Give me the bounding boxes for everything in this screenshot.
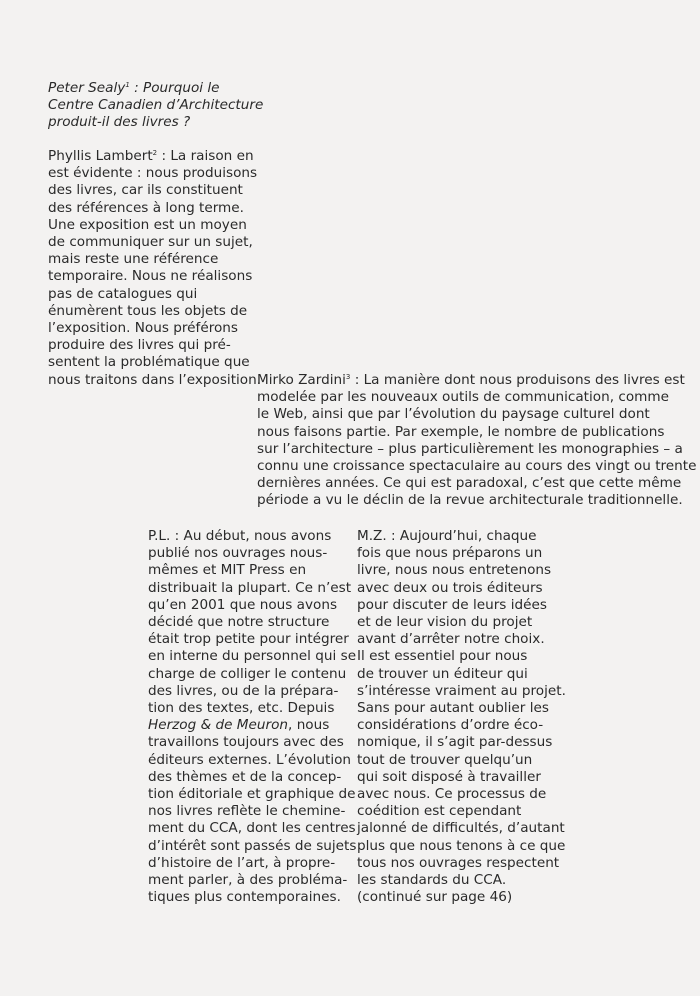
column-line: Herzog & de Meuron, nous <box>148 717 330 734</box>
column-line: jalonné de difficultés, d’autant <box>357 820 565 837</box>
column-line: ment parler, à des probléma- <box>148 872 348 889</box>
column-line: nos livres reflète le chemine- <box>148 803 346 820</box>
column-mz <box>357 528 566 906</box>
column-line: pour discuter de leurs idées <box>357 596 547 613</box>
column-line: mêmes et MIT Press en <box>148 562 307 579</box>
column-line: tion des textes, etc. Depuis <box>148 700 335 717</box>
question-line: Centre Canadien d’Architecture <box>48 97 264 114</box>
question-line: Peter Sealy$^1$ : Pourquoi le <box>48 80 220 96</box>
answer-line: sentent la problématique que <box>48 354 250 371</box>
interview-question <box>48 80 263 132</box>
column-line: P.L. : Au début, nous avons <box>148 528 332 544</box>
book-title: Herzog & de Meuron <box>148 717 289 734</box>
answer-line: des références à long terme. <box>48 199 244 216</box>
answer-line: pas de catalogues qui <box>48 285 198 302</box>
footnote-marker: 2 <box>152 149 158 157</box>
answer-line: l’exposition. Nous préférons <box>48 320 238 337</box>
column-line: Il est essentiel pour nous <box>357 648 528 665</box>
column-line: tion éditoriale et graphique de <box>148 786 356 803</box>
speaker-name: Mirko Zardini <box>257 372 346 388</box>
speaker-name: Peter Sealy <box>48 80 126 96</box>
answer-line: mais reste une référence <box>48 251 219 268</box>
answer-line: de communiquer sur un sujet, <box>48 234 253 251</box>
column-line: qu’en 2001 que nous avons <box>148 596 338 613</box>
column-line: plus que nous tenons à ce que <box>357 837 566 854</box>
column-line: considérations d’ordre éco- <box>357 717 544 734</box>
column-line: des livres, ou de la prépara- <box>148 682 339 699</box>
answer-line: dernières années. Ce qui est paradoxal, c’est que cette même <box>257 475 682 492</box>
column-line: charge de colliger le contenu <box>148 665 347 682</box>
column-line: éditeurs externes. L’évolution <box>148 751 352 768</box>
column-line: tous nos ouvrages respectent <box>357 854 560 871</box>
answer-line: connu une croissance spectaculaire au cours des vingt ou trente <box>257 458 697 475</box>
column-line: décidé que notre structure <box>148 614 330 631</box>
column-line: tout de trouver quelqu’un <box>357 751 533 768</box>
column-line: avant d’arrêter notre choix. <box>357 631 545 648</box>
column-line: ment du CCA, dont les centres <box>148 820 356 837</box>
column-line: tiques plus contemporaines. <box>148 889 341 906</box>
answer-lambert <box>48 148 261 389</box>
answer-line: nous traitons dans l’exposition. <box>48 371 262 388</box>
column-line: fois que nous préparons un <box>357 545 543 562</box>
column-pl <box>148 528 356 906</box>
answer-line: temporaire. Nous ne réalisons <box>48 268 253 285</box>
answer-line: le Web, ainsi que par l’évolution du paysage culturel dont <box>257 406 650 423</box>
column-line: coédition est cependant <box>357 803 522 820</box>
column-line: était trop petite pour intégrer <box>148 631 349 648</box>
answer-line: énumèrent tous les objets de <box>48 302 248 319</box>
column-line: travaillons toujours avec des <box>148 734 344 751</box>
column-line: les standards du CCA. <box>357 872 507 889</box>
column-line: s’intéresse vraiment au projet. <box>357 682 566 699</box>
column-line: publié nos ouvrages nous- <box>148 545 328 562</box>
column-line: avec deux ou trois éditeurs <box>357 579 543 596</box>
answer-line: nous faisons partie. Par exemple, le nombre de publications <box>257 423 665 440</box>
answer-line: des livres, car ils constituent <box>48 182 243 199</box>
answer-line: produire des livres qui pré- <box>48 337 231 354</box>
column-line: avec nous. Ce processus de <box>357 786 547 803</box>
column-line: et de leur vision du projet <box>357 614 533 631</box>
column-line: en interne du personnel qui se <box>148 648 357 665</box>
column-line: d’histoire de l’art, à propre- <box>148 854 336 871</box>
answer-line: Mirko Zardini$^3$ : La manière dont nous produisons des livres est <box>257 372 685 388</box>
column-line: des thèmes et de la concep- <box>148 768 342 785</box>
answer-line: modelée par les nouveaux outils de communication, comme <box>257 389 669 406</box>
answer-line: sur l’architecture – plus particulièrement les monographies – a <box>257 440 683 457</box>
question-line: produit-il des livres ? <box>48 114 191 131</box>
column-line: livre, nous nous entretenons <box>357 562 552 579</box>
column-line: distribuait la plupart. Ce n’est <box>148 579 352 596</box>
column-line: nomique, il s’agit par-dessus <box>357 734 553 751</box>
speaker-name: Phyllis Lambert <box>48 148 153 164</box>
footnote-marker: 3 <box>345 373 351 381</box>
answer-line: Phyllis Lambert$^2$ : La raison en <box>48 148 254 164</box>
column-line: de trouver un éditeur qui <box>357 665 528 682</box>
answer-zardini <box>257 372 696 510</box>
footnote-marker: 1 <box>125 81 130 89</box>
column-line: d’intérêt sont passés de sujets <box>148 837 357 854</box>
column-line: Sans pour autant oublier les <box>357 700 549 717</box>
answer-line: est évidente : nous produisons <box>48 165 258 182</box>
answer-line: période a vu le déclin de la revue architecturale traditionnelle. <box>257 492 683 509</box>
column-line: M.Z. : Aujourd’hui, chaque <box>357 528 537 544</box>
column-line: qui soit disposé à travailler <box>357 768 541 785</box>
answer-line: Une exposition est un moyen <box>48 216 247 233</box>
continued-note: (continué sur page 46) <box>357 889 513 906</box>
